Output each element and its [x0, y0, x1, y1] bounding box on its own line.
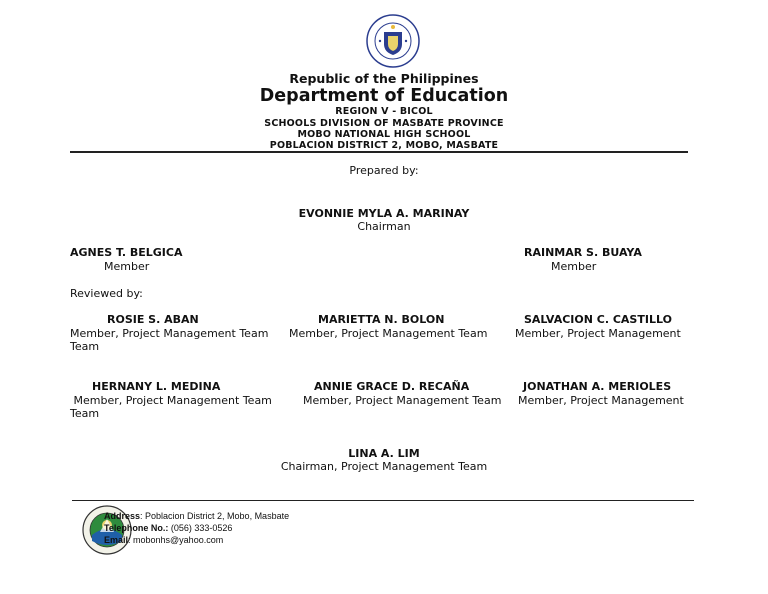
reviewed-by-label: Reviewed by:: [70, 287, 143, 300]
reviewer-name: ROSIE S. ABAN: [107, 313, 199, 326]
footer-email: [104, 535, 223, 545]
department-title: Department of Education: [259, 86, 509, 106]
chairman-name: EVONNIE MYLA A. MARINAY: [298, 207, 470, 220]
phone-label: Telephone No.:: [104, 523, 169, 533]
school-line: MOBO NATIONAL HIGH SCHOOL: [297, 129, 471, 140]
footer-phone: [104, 523, 232, 533]
address-label: Address: [104, 511, 141, 521]
chairman-role: Chairman: [357, 220, 411, 233]
final-approver-role: Chairman, Project Management Team: [280, 460, 488, 473]
division-line: SCHOOLS DIVISION OF MASBATE PROVINCE: [264, 118, 504, 129]
reviewer-role: Member, Project Management Team: [70, 394, 272, 407]
reviewer-name: JONATHAN A. MERIOLES: [523, 380, 672, 393]
reviewer-role-wrap: Team: [70, 407, 100, 420]
member-right-name: RAINMAR S. BUAYA: [524, 246, 642, 259]
deped-seal: [366, 14, 420, 68]
prepared-by-label: Prepared by:: [349, 164, 419, 177]
reviewer-name: SALVACION C. CASTILLO: [524, 313, 672, 326]
final-approver-name: LINA A. LIM: [348, 447, 420, 460]
reviewer-role: Member, Project Management Team: [289, 327, 488, 340]
reviewer-role: Member, Project Management: [515, 327, 681, 340]
region-line: REGION V - BICOL: [335, 106, 433, 117]
reviewer-role: Member, Project Management Team: [303, 394, 502, 407]
footer-address: [104, 511, 289, 521]
reviewer-role: Member, Project Management: [518, 394, 684, 407]
reviewer-name: MARIETTA N. BOLON: [318, 313, 445, 326]
reviewer-name: HERNANY L. MEDINA: [92, 380, 221, 393]
header-divider: [70, 151, 688, 153]
email-label: Email: [104, 535, 129, 545]
footer-divider: [72, 500, 694, 501]
member-left-name: AGNES T. BELGICA: [70, 246, 183, 259]
phone-value: (056) 333-0526: [168, 523, 233, 533]
address-value: : Poblacion District 2, Mobo, Masbate: [140, 511, 290, 521]
republic-heading: Republic of the Philippines: [289, 71, 479, 86]
email-value: : mobonhs@yahoo.com: [128, 535, 224, 545]
reviewer-role-wrap: Team: [70, 340, 100, 353]
member-right-role: Member: [551, 260, 597, 273]
reviewer-name: ANNIE GRACE D. RECAÑA: [314, 380, 470, 393]
reviewer-role: Member, Project Management Team: [70, 327, 269, 340]
school-address-line: POBLACION DISTRICT 2, MOBO, MASBATE: [269, 140, 499, 151]
member-left-role: Member: [104, 260, 150, 273]
